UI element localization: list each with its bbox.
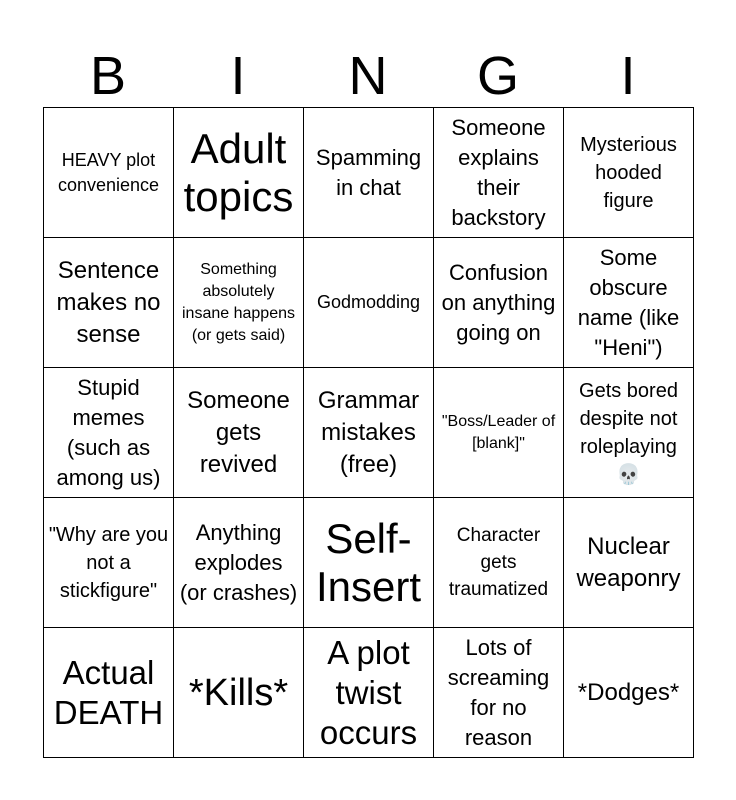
header-letter-g: G [476, 46, 519, 106]
bingo-cell-r3c2[interactable] [173, 367, 303, 497]
bingo-cell-r1c4[interactable] [433, 107, 563, 237]
bingo-cell-r3c5[interactable] [563, 367, 693, 497]
cell-text: HEAVY plot convenience [57, 149, 160, 195]
cell-text: Someone gets revived [187, 386, 290, 478]
cell-text: Nuclear weaponry [576, 532, 681, 592]
header-letter-n: N [348, 46, 388, 106]
cell-text: Stupid memes (such as among us) [56, 374, 161, 490]
bingo-cell-r4c1[interactable] [43, 497, 173, 627]
bingo-board [43, 107, 694, 758]
bingo-header [43, 45, 693, 107]
bingo-cell-r1c2[interactable] [173, 107, 303, 237]
bingo-cell-r1c5[interactable] [563, 107, 693, 237]
bingo-cell-r3c1[interactable] [43, 367, 173, 497]
cell-text: *Kills* [188, 671, 289, 714]
bingo-cell-r3c3[interactable] [303, 367, 433, 497]
bingo-cell-r4c4[interactable] [433, 497, 563, 627]
bingo-cell-r4c2[interactable] [173, 497, 303, 627]
cell-text: Lots of screaming for no reason [447, 634, 550, 750]
cell-text: Anything explodes (or crashes) [179, 519, 298, 605]
cell-text: Spamming in chat [315, 144, 422, 200]
bingo-cell-r1c1[interactable] [43, 107, 173, 237]
cell-text: Character gets traumatized [448, 525, 549, 600]
bingo-cell-r3c4[interactable] [433, 367, 563, 497]
bingo-cell-r5c2[interactable] [173, 627, 303, 757]
bingo-cell-r4c5[interactable] [563, 497, 693, 627]
cell-text: Some obscure name (like "Heni") [577, 244, 680, 360]
cell-text: *Dodges* [577, 678, 680, 706]
cell-text: "Why are you not a stickfigure" [48, 523, 169, 602]
header-letter-i-2: I [620, 46, 636, 106]
cell-text: Mysterious hooded figure [580, 133, 677, 212]
bingo-cell-r1c3[interactable] [303, 107, 433, 237]
cell-text: Adult topics [183, 124, 294, 220]
bingo-cell-r2c3[interactable] [303, 237, 433, 367]
bingo-cell-r4c3[interactable] [303, 497, 433, 627]
cell-text: Something absolutely insane happens (or gets said) [182, 260, 295, 344]
cell-text: Actual DEATH [53, 653, 164, 731]
bingo-cell-r5c4[interactable] [433, 627, 563, 757]
cell-text: Godmodding [316, 292, 421, 312]
bingo-cell-r2c4[interactable] [433, 237, 563, 367]
cell-text: Confusion on anything going on [441, 259, 556, 345]
bingo-cell-r2c2[interactable] [173, 237, 303, 367]
cell-text: Gets bored despite not roleplaying 💀 [579, 379, 678, 486]
cell-text: "Boss/Leader of [blank]" [441, 412, 556, 452]
cell-text: A plot twist occurs [319, 633, 418, 751]
cell-text: Grammar mistakes (free) [317, 386, 420, 478]
cell-text: Someone explains their backstory [451, 114, 546, 230]
bingo-cell-r5c1[interactable] [43, 627, 173, 757]
bingo-cell-r2c5[interactable] [563, 237, 693, 367]
cell-text: Self-Insert [315, 514, 422, 610]
header-letter-b: B [89, 46, 127, 106]
bingo-cell-r2c1[interactable] [43, 237, 173, 367]
bingo-cell-r5c5[interactable] [563, 627, 693, 757]
cell-text: Sentence makes no sense [56, 256, 161, 348]
bingo-cell-r5c3[interactable] [303, 627, 433, 757]
header-letter-i: I [230, 46, 246, 106]
